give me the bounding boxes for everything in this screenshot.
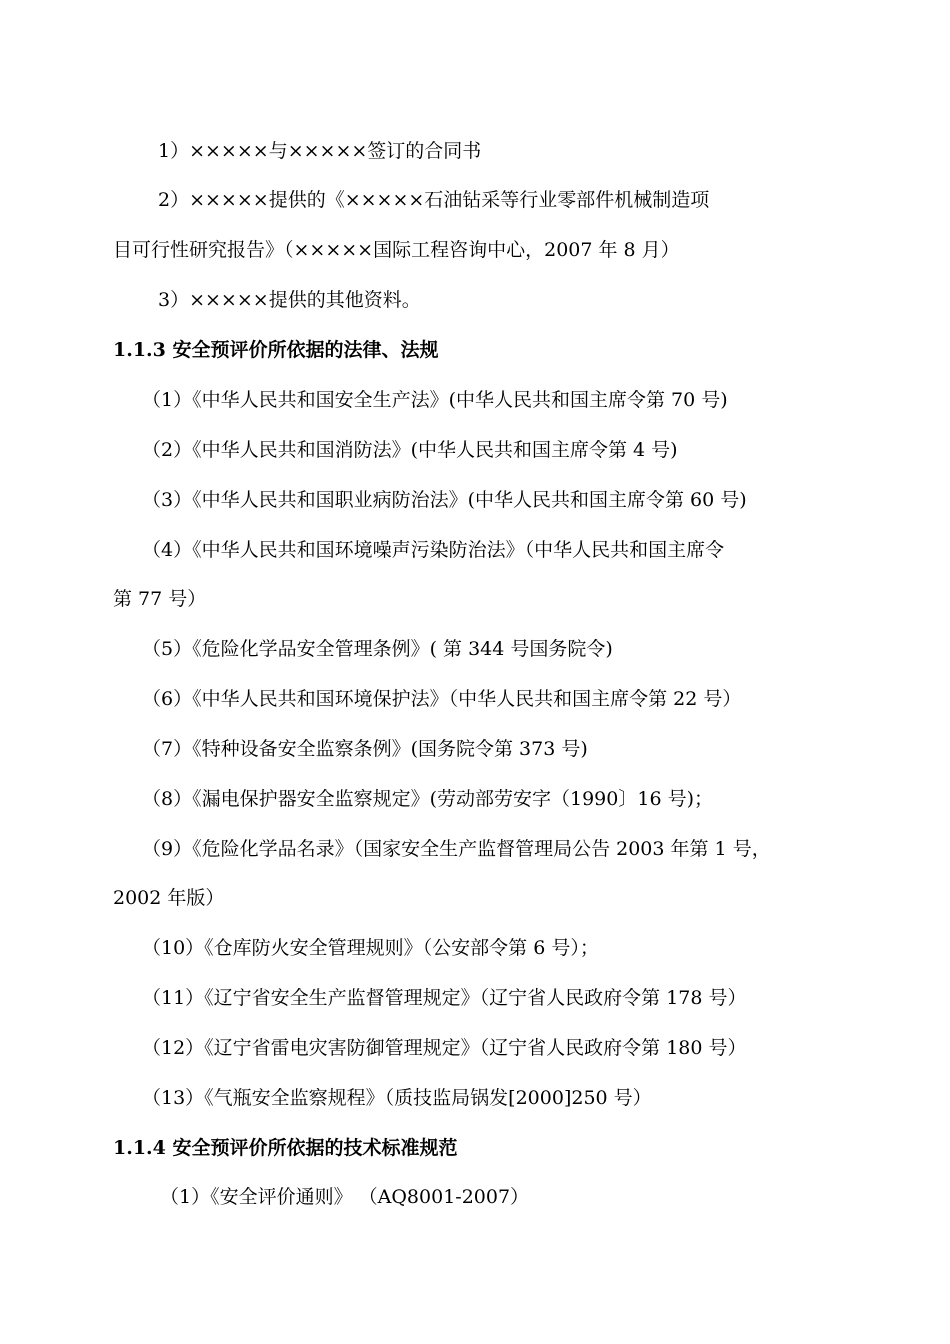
law-item-11: （11）《辽宁省安全生产监督管理规定》（辽宁省人民政府令第 178 号） — [142, 987, 747, 1009]
section-heading-1-1-4: 1.1.4 安全预评价所依据的技术标准规范 — [113, 1137, 458, 1159]
law-item-1: （1）《中华人民共和国安全生产法》(中华人民共和国主席令第 70 号) — [142, 389, 728, 411]
law-item-7: （7）《特种设备安全监察条例》(国务院令第 373 号) — [142, 738, 588, 760]
law-item-2: （2）《中华人民共和国消防法》(中华人民共和国主席令第 4 号) — [142, 439, 678, 461]
section-heading-1-1-3: 1.1.3 安全预评价所依据的法律、法规 — [113, 339, 439, 361]
law-item-3: （3）《中华人民共和国职业病防治法》(中华人民共和国主席令第 60 号) — [142, 489, 747, 511]
basis-item-1: 1）×××××与×××××签订的合同书 — [158, 140, 482, 162]
law-item-8: （8）《漏电保护器安全监察规定》(劳动部劳安字（1990〕16 号)； — [142, 788, 713, 810]
law-item-12: （12）《辽宁省雷电灾害防御管理规定》（辽宁省人民政府令第 180 号） — [142, 1037, 747, 1059]
law-item-10: （10）《仓库防火安全管理规则》（公安部令第 6 号）； — [142, 937, 599, 959]
basis-item-3: 3）×××××提供的其他资料。 — [158, 289, 421, 311]
law-item-9: （9）《危险化学品名录》（国家安全生产监督管理局公告 2003 年第 1 号， — [142, 838, 771, 860]
basis-item-2: 2）×××××提供的《×××××石油钻采等行业零部件机械制造项 — [158, 189, 710, 211]
law-item-4: （4）《中华人民共和国环境噪声污染防治法》（中华人民共和国主席令 — [142, 539, 725, 561]
standard-item-1: （1）《安全评价通则》 （AQ8001-2007） — [160, 1186, 530, 1208]
basis-item-2-continued: 目可行性研究报告》（×××××国际工程咨询中心，2007 年 8 月） — [113, 239, 680, 261]
law-item-13: （13）《气瓶安全监察规程》（质技监局锅发[2000]250 号） — [142, 1087, 652, 1109]
law-item-5: （5）《危险化学品安全管理条例》( 第 344 号国务院令) — [142, 638, 613, 660]
law-item-9-continued: 2002 年版） — [113, 887, 225, 909]
law-item-6: （6）《中华人民共和国环境保护法》（中华人民共和国主席令第 22 号） — [142, 688, 742, 710]
law-item-4-continued: 第 77 号） — [113, 588, 207, 610]
